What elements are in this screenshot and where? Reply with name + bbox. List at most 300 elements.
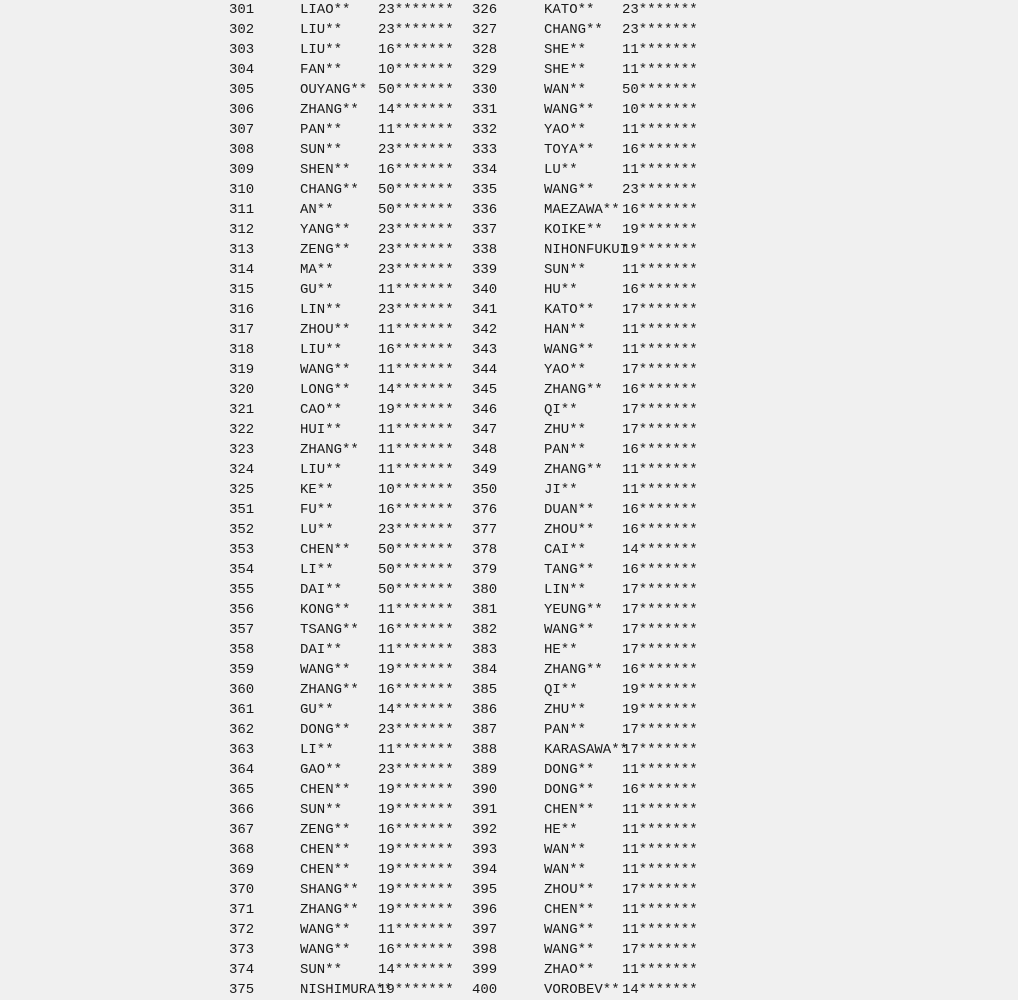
id-masked-cell: 23******* bbox=[378, 722, 454, 738]
id-masked-cell: 19******* bbox=[622, 242, 698, 258]
row-number-cell: 320 bbox=[229, 382, 255, 398]
id-masked-cell: 17******* bbox=[622, 582, 698, 598]
row-number-cell: 302 bbox=[229, 22, 255, 38]
id-masked-cell: 23******* bbox=[378, 142, 454, 158]
row-number-cell: 374 bbox=[229, 962, 255, 978]
table-row bbox=[0, 120, 1018, 140]
table-row bbox=[0, 560, 1018, 580]
id-masked-cell: 17******* bbox=[622, 722, 698, 738]
id-masked-cell: 16******* bbox=[622, 282, 698, 298]
name-cell: WANG** bbox=[300, 922, 351, 938]
table-row bbox=[0, 0, 1018, 20]
name-cell: CHANG** bbox=[544, 22, 603, 38]
table-row bbox=[0, 880, 1018, 900]
row-number-cell: 369 bbox=[229, 862, 255, 878]
id-masked-cell: 23******* bbox=[378, 302, 454, 318]
name-cell: KATO** bbox=[544, 2, 595, 18]
id-masked-cell: 16******* bbox=[378, 822, 454, 838]
name-cell: SHEN** bbox=[300, 162, 351, 178]
table-row bbox=[0, 80, 1018, 100]
name-cell: ZHANG** bbox=[300, 902, 359, 918]
row-number-cell: 398 bbox=[472, 942, 498, 958]
name-cell: ZHANG** bbox=[300, 102, 359, 118]
id-masked-cell: 16******* bbox=[622, 522, 698, 538]
id-masked-cell: 16******* bbox=[378, 162, 454, 178]
name-cell: LI** bbox=[300, 562, 334, 578]
id-masked-cell: 23******* bbox=[378, 762, 454, 778]
id-masked-cell: 16******* bbox=[622, 662, 698, 678]
row-number-cell: 304 bbox=[229, 62, 255, 78]
name-cell: LIN** bbox=[300, 302, 343, 318]
name-cell: DONG** bbox=[544, 782, 595, 798]
name-cell: LONG** bbox=[300, 382, 351, 398]
row-number-cell: 357 bbox=[229, 622, 255, 638]
name-cell: ZHOU** bbox=[544, 522, 595, 538]
row-number-cell: 397 bbox=[472, 922, 498, 938]
row-number-cell: 325 bbox=[229, 482, 255, 498]
table-row bbox=[0, 820, 1018, 840]
name-cell: LIAO** bbox=[300, 2, 351, 18]
table-row bbox=[0, 600, 1018, 620]
table-row bbox=[0, 160, 1018, 180]
name-cell: LI** bbox=[300, 742, 334, 758]
id-masked-cell: 11******* bbox=[378, 602, 454, 618]
row-number-cell: 332 bbox=[472, 122, 498, 138]
row-number-cell: 314 bbox=[229, 262, 255, 278]
id-masked-cell: 16******* bbox=[378, 942, 454, 958]
row-number-cell: 341 bbox=[472, 302, 498, 318]
id-masked-cell: 50******* bbox=[378, 82, 454, 98]
name-cell: YANG** bbox=[300, 222, 351, 238]
row-number-cell: 364 bbox=[229, 762, 255, 778]
row-number-cell: 368 bbox=[229, 842, 255, 858]
table-row bbox=[0, 200, 1018, 220]
row-number-cell: 350 bbox=[472, 482, 498, 498]
row-number-cell: 319 bbox=[229, 362, 255, 378]
name-cell: ZHOU** bbox=[300, 322, 351, 338]
id-masked-cell: 11******* bbox=[622, 162, 698, 178]
table-row bbox=[0, 260, 1018, 280]
id-masked-cell: 14******* bbox=[378, 102, 454, 118]
table-row bbox=[0, 920, 1018, 940]
name-cell: MA** bbox=[300, 262, 334, 278]
name-cell: WAN** bbox=[544, 862, 587, 878]
row-number-cell: 393 bbox=[472, 842, 498, 858]
name-cell: KATO** bbox=[544, 302, 595, 318]
id-masked-cell: 11******* bbox=[378, 642, 454, 658]
table-row bbox=[0, 340, 1018, 360]
name-cell: DONG** bbox=[544, 762, 595, 778]
name-cell: ZHANG** bbox=[300, 442, 359, 458]
name-cell: CHANG** bbox=[300, 182, 359, 198]
row-number-cell: 396 bbox=[472, 902, 498, 918]
name-cell: CHEN** bbox=[544, 802, 595, 818]
id-masked-cell: 19******* bbox=[622, 702, 698, 718]
name-cell: DONG** bbox=[300, 722, 351, 738]
row-number-cell: 388 bbox=[472, 742, 498, 758]
id-masked-cell: 23******* bbox=[622, 22, 698, 38]
row-number-cell: 356 bbox=[229, 602, 255, 618]
table-row bbox=[0, 320, 1018, 340]
row-number-cell: 326 bbox=[472, 2, 498, 18]
id-masked-cell: 23******* bbox=[378, 262, 454, 278]
id-masked-cell: 17******* bbox=[622, 622, 698, 638]
row-number-cell: 346 bbox=[472, 402, 498, 418]
name-cell: SUN** bbox=[300, 802, 343, 818]
row-number-cell: 354 bbox=[229, 562, 255, 578]
row-number-cell: 386 bbox=[472, 702, 498, 718]
id-masked-cell: 11******* bbox=[622, 122, 698, 138]
name-cell: TANG** bbox=[544, 562, 595, 578]
row-number-cell: 340 bbox=[472, 282, 498, 298]
name-cell: LIN** bbox=[544, 582, 587, 598]
name-cell: KOIKE** bbox=[544, 222, 603, 238]
id-masked-cell: 14******* bbox=[622, 982, 698, 998]
row-number-cell: 399 bbox=[472, 962, 498, 978]
table-row bbox=[0, 20, 1018, 40]
name-cell: GU** bbox=[300, 282, 334, 298]
name-cell: LIU** bbox=[300, 42, 343, 58]
id-masked-cell: 19******* bbox=[378, 882, 454, 898]
name-cell: NIHONFUKUI bbox=[544, 242, 629, 258]
table-row bbox=[0, 40, 1018, 60]
name-cell: FAN** bbox=[300, 62, 343, 78]
name-cell: LIU** bbox=[300, 22, 343, 38]
row-number-cell: 353 bbox=[229, 542, 255, 558]
name-cell: PAN** bbox=[544, 442, 587, 458]
table-row bbox=[0, 420, 1018, 440]
name-cell: QI** bbox=[544, 682, 578, 698]
row-number-cell: 378 bbox=[472, 542, 498, 558]
table-row bbox=[0, 520, 1018, 540]
row-number-cell: 371 bbox=[229, 902, 255, 918]
table-row bbox=[0, 700, 1018, 720]
row-number-cell: 391 bbox=[472, 802, 498, 818]
id-masked-cell: 19******* bbox=[378, 402, 454, 418]
table-row bbox=[0, 580, 1018, 600]
name-cell: FU** bbox=[300, 502, 334, 518]
id-masked-cell: 11******* bbox=[622, 802, 698, 818]
name-cell: CAO** bbox=[300, 402, 343, 418]
row-number-cell: 312 bbox=[229, 222, 255, 238]
id-masked-cell: 11******* bbox=[378, 362, 454, 378]
row-number-cell: 337 bbox=[472, 222, 498, 238]
name-cell: NISHIMURA** bbox=[300, 982, 393, 998]
table-row bbox=[0, 60, 1018, 80]
name-cell: WANG** bbox=[300, 362, 351, 378]
row-number-cell: 339 bbox=[472, 262, 498, 278]
id-masked-cell: 16******* bbox=[622, 142, 698, 158]
row-number-cell: 358 bbox=[229, 642, 255, 658]
name-cell: GAO** bbox=[300, 762, 343, 778]
name-cell: ZENG** bbox=[300, 822, 351, 838]
id-masked-cell: 50******* bbox=[378, 182, 454, 198]
id-masked-cell: 11******* bbox=[622, 842, 698, 858]
row-number-cell: 317 bbox=[229, 322, 255, 338]
id-masked-cell: 23******* bbox=[378, 22, 454, 38]
id-masked-cell: 14******* bbox=[622, 542, 698, 558]
id-masked-cell: 11******* bbox=[622, 482, 698, 498]
row-number-cell: 348 bbox=[472, 442, 498, 458]
row-number-cell: 316 bbox=[229, 302, 255, 318]
table-row bbox=[0, 440, 1018, 460]
name-cell: CHEN** bbox=[544, 902, 595, 918]
row-number-cell: 384 bbox=[472, 662, 498, 678]
name-cell: WANG** bbox=[544, 622, 595, 638]
row-number-cell: 347 bbox=[472, 422, 498, 438]
name-cell: ZHANG** bbox=[544, 662, 603, 678]
id-masked-cell: 16******* bbox=[622, 502, 698, 518]
row-number-cell: 329 bbox=[472, 62, 498, 78]
id-masked-cell: 17******* bbox=[622, 602, 698, 618]
row-number-cell: 336 bbox=[472, 202, 498, 218]
name-cell: ZHU** bbox=[544, 702, 587, 718]
row-number-cell: 323 bbox=[229, 442, 255, 458]
name-cell: LIU** bbox=[300, 342, 343, 358]
id-masked-cell: 23******* bbox=[378, 2, 454, 18]
id-masked-cell: 11******* bbox=[378, 742, 454, 758]
id-masked-cell: 11******* bbox=[622, 262, 698, 278]
id-masked-cell: 17******* bbox=[622, 882, 698, 898]
id-masked-cell: 16******* bbox=[622, 782, 698, 798]
table-row bbox=[0, 980, 1018, 1000]
id-masked-cell: 19******* bbox=[378, 862, 454, 878]
name-cell: WANG** bbox=[300, 662, 351, 678]
row-number-cell: 345 bbox=[472, 382, 498, 398]
row-number-cell: 370 bbox=[229, 882, 255, 898]
row-number-cell: 375 bbox=[229, 982, 255, 998]
id-masked-cell: 14******* bbox=[378, 962, 454, 978]
row-number-cell: 349 bbox=[472, 462, 498, 478]
id-masked-cell: 10******* bbox=[622, 102, 698, 118]
row-number-cell: 400 bbox=[472, 982, 498, 998]
name-cell: ZENG** bbox=[300, 242, 351, 258]
row-number-cell: 328 bbox=[472, 42, 498, 58]
table-row bbox=[0, 380, 1018, 400]
name-cell: ZHANG** bbox=[544, 462, 603, 478]
table-row bbox=[0, 640, 1018, 660]
id-masked-cell: 50******* bbox=[378, 582, 454, 598]
row-number-cell: 308 bbox=[229, 142, 255, 158]
id-masked-cell: 16******* bbox=[378, 682, 454, 698]
name-cell: LIU** bbox=[300, 462, 343, 478]
id-masked-cell: 17******* bbox=[622, 942, 698, 958]
table-row bbox=[0, 620, 1018, 640]
id-masked-cell: 23******* bbox=[378, 522, 454, 538]
row-number-cell: 373 bbox=[229, 942, 255, 958]
table-row bbox=[0, 940, 1018, 960]
name-cell: CHEN** bbox=[300, 842, 351, 858]
id-masked-cell: 11******* bbox=[622, 342, 698, 358]
name-cell: OUYANG** bbox=[300, 82, 368, 98]
name-cell: ZHANG** bbox=[544, 382, 603, 398]
name-cell: HE** bbox=[544, 822, 578, 838]
table-row bbox=[0, 300, 1018, 320]
name-cell: AN** bbox=[300, 202, 334, 218]
row-number-cell: 313 bbox=[229, 242, 255, 258]
name-cell: WANG** bbox=[300, 942, 351, 958]
name-cell: CAI** bbox=[544, 542, 587, 558]
name-cell: SHE** bbox=[544, 42, 587, 58]
row-number-cell: 318 bbox=[229, 342, 255, 358]
table-row bbox=[0, 100, 1018, 120]
id-masked-cell: 16******* bbox=[622, 562, 698, 578]
id-masked-cell: 50******* bbox=[378, 542, 454, 558]
row-number-cell: 367 bbox=[229, 822, 255, 838]
id-masked-cell: 19******* bbox=[622, 682, 698, 698]
table-row bbox=[0, 960, 1018, 980]
table-row bbox=[0, 220, 1018, 240]
name-cell: DAI** bbox=[300, 582, 343, 598]
id-masked-cell: 11******* bbox=[622, 762, 698, 778]
id-masked-cell: 11******* bbox=[622, 42, 698, 58]
id-masked-cell: 50******* bbox=[378, 202, 454, 218]
id-masked-cell: 16******* bbox=[622, 442, 698, 458]
table-row bbox=[0, 360, 1018, 380]
row-number-cell: 390 bbox=[472, 782, 498, 798]
table-row bbox=[0, 720, 1018, 740]
id-masked-cell: 16******* bbox=[622, 382, 698, 398]
table-row bbox=[0, 780, 1018, 800]
table-row bbox=[0, 480, 1018, 500]
name-cell: SUN** bbox=[300, 142, 343, 158]
row-number-cell: 311 bbox=[229, 202, 255, 218]
name-cell: PAN** bbox=[544, 722, 587, 738]
name-cell: SHE** bbox=[544, 62, 587, 78]
row-number-cell: 331 bbox=[472, 102, 498, 118]
row-number-cell: 327 bbox=[472, 22, 498, 38]
table-row bbox=[0, 660, 1018, 680]
id-masked-cell: 11******* bbox=[622, 902, 698, 918]
row-number-cell: 383 bbox=[472, 642, 498, 658]
table-row bbox=[0, 500, 1018, 520]
name-cell: HE** bbox=[544, 642, 578, 658]
row-number-cell: 360 bbox=[229, 682, 255, 698]
id-masked-cell: 23******* bbox=[378, 222, 454, 238]
row-number-cell: 387 bbox=[472, 722, 498, 738]
row-number-cell: 394 bbox=[472, 862, 498, 878]
id-masked-cell: 16******* bbox=[378, 42, 454, 58]
table-row bbox=[0, 140, 1018, 160]
row-number-cell: 355 bbox=[229, 582, 255, 598]
row-number-cell: 385 bbox=[472, 682, 498, 698]
row-number-cell: 381 bbox=[472, 602, 498, 618]
row-number-cell: 333 bbox=[472, 142, 498, 158]
name-cell: WAN** bbox=[544, 82, 587, 98]
id-masked-cell: 11******* bbox=[622, 922, 698, 938]
id-masked-cell: 50******* bbox=[622, 82, 698, 98]
id-masked-cell: 17******* bbox=[622, 742, 698, 758]
name-cell: PAN** bbox=[300, 122, 343, 138]
row-number-cell: 303 bbox=[229, 42, 255, 58]
row-number-cell: 365 bbox=[229, 782, 255, 798]
id-masked-cell: 11******* bbox=[622, 322, 698, 338]
id-masked-cell: 11******* bbox=[378, 282, 454, 298]
row-number-cell: 322 bbox=[229, 422, 255, 438]
id-masked-cell: 14******* bbox=[378, 382, 454, 398]
id-masked-cell: 11******* bbox=[622, 462, 698, 478]
id-masked-cell: 16******* bbox=[378, 342, 454, 358]
name-cell: DAI** bbox=[300, 642, 343, 658]
name-cell: VOROBEV** bbox=[544, 982, 620, 998]
id-masked-cell: 11******* bbox=[622, 862, 698, 878]
id-masked-cell: 11******* bbox=[378, 322, 454, 338]
id-masked-cell: 10******* bbox=[378, 62, 454, 78]
name-cell: ZHOU** bbox=[544, 882, 595, 898]
name-cell: QI** bbox=[544, 402, 578, 418]
id-masked-cell: 17******* bbox=[622, 642, 698, 658]
id-masked-cell: 11******* bbox=[378, 422, 454, 438]
name-cell: SUN** bbox=[544, 262, 587, 278]
id-masked-cell: 19******* bbox=[378, 842, 454, 858]
name-cell: HU** bbox=[544, 282, 578, 298]
id-masked-cell: 23******* bbox=[378, 242, 454, 258]
row-number-cell: 321 bbox=[229, 402, 255, 418]
id-masked-cell: 11******* bbox=[378, 922, 454, 938]
table-row bbox=[0, 860, 1018, 880]
name-cell: WANG** bbox=[544, 942, 595, 958]
name-cell: KARASAWA** bbox=[544, 742, 629, 758]
name-cell: JI** bbox=[544, 482, 578, 498]
id-masked-cell: 16******* bbox=[622, 202, 698, 218]
table-row bbox=[0, 280, 1018, 300]
name-cell: CHEN** bbox=[300, 782, 351, 798]
id-masked-cell: 17******* bbox=[622, 302, 698, 318]
table-row bbox=[0, 900, 1018, 920]
row-number-cell: 306 bbox=[229, 102, 255, 118]
row-number-cell: 376 bbox=[472, 502, 498, 518]
row-number-cell: 395 bbox=[472, 882, 498, 898]
id-masked-cell: 19******* bbox=[378, 782, 454, 798]
row-number-cell: 359 bbox=[229, 662, 255, 678]
name-cell: TOYA** bbox=[544, 142, 595, 158]
table-row bbox=[0, 840, 1018, 860]
name-cell: KONG** bbox=[300, 602, 351, 618]
row-number-cell: 324 bbox=[229, 462, 255, 478]
name-cell: TSANG** bbox=[300, 622, 359, 638]
table-row bbox=[0, 400, 1018, 420]
name-cell: SUN** bbox=[300, 962, 343, 978]
id-masked-cell: 16******* bbox=[378, 502, 454, 518]
row-number-cell: 310 bbox=[229, 182, 255, 198]
row-number-cell: 352 bbox=[229, 522, 255, 538]
id-masked-cell: 17******* bbox=[622, 402, 698, 418]
row-number-cell: 351 bbox=[229, 502, 255, 518]
id-masked-cell: 17******* bbox=[622, 422, 698, 438]
name-cell: ZHU** bbox=[544, 422, 587, 438]
table-row bbox=[0, 740, 1018, 760]
id-masked-cell: 11******* bbox=[378, 462, 454, 478]
name-cell: WANG** bbox=[544, 342, 595, 358]
row-number-cell: 309 bbox=[229, 162, 255, 178]
table-row bbox=[0, 540, 1018, 560]
row-number-cell: 344 bbox=[472, 362, 498, 378]
row-number-cell: 379 bbox=[472, 562, 498, 578]
name-cell: SHANG** bbox=[300, 882, 359, 898]
name-cell: LU** bbox=[544, 162, 578, 178]
name-cell: HUI** bbox=[300, 422, 343, 438]
row-number-cell: 382 bbox=[472, 622, 498, 638]
id-masked-cell: 19******* bbox=[622, 222, 698, 238]
name-cell: LU** bbox=[300, 522, 334, 538]
name-cell: YEUNG** bbox=[544, 602, 603, 618]
row-number-cell: 366 bbox=[229, 802, 255, 818]
row-number-cell: 363 bbox=[229, 742, 255, 758]
table-row bbox=[0, 460, 1018, 480]
row-number-cell: 377 bbox=[472, 522, 498, 538]
name-cell: CHEN** bbox=[300, 862, 351, 878]
id-masked-cell: 10******* bbox=[378, 482, 454, 498]
